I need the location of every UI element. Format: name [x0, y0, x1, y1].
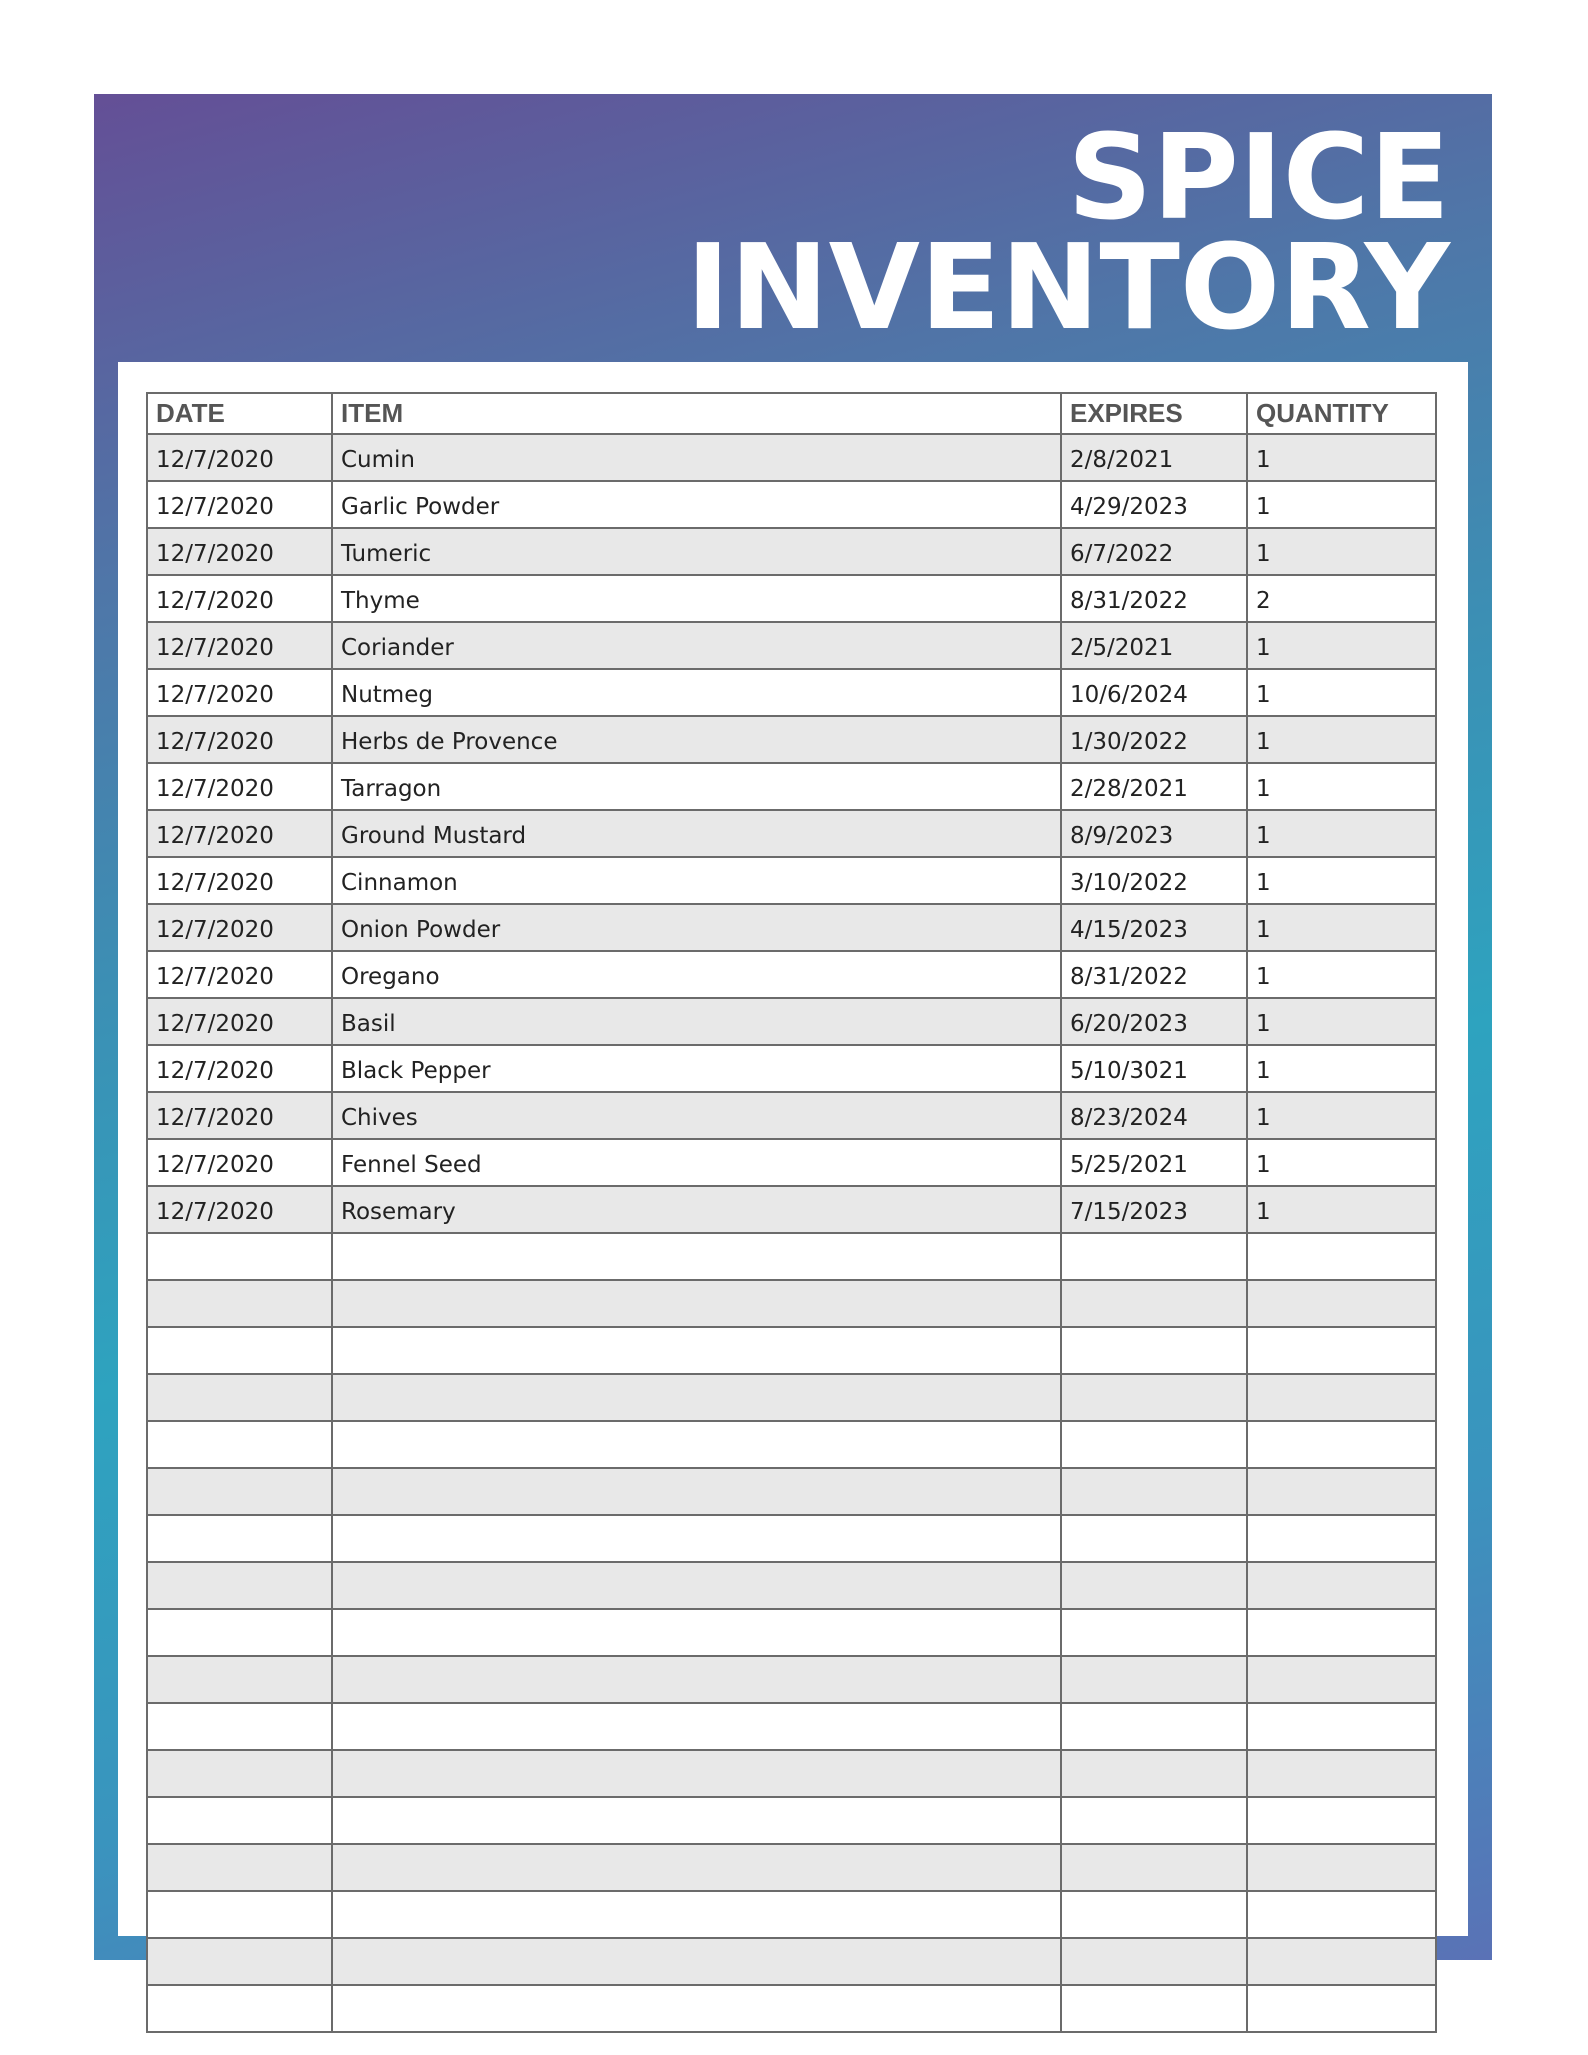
cell-item[interactable]: Black Pepper: [332, 1045, 1061, 1092]
cell-item[interactable]: Onion Powder: [332, 904, 1061, 951]
cell-date[interactable]: [147, 1703, 332, 1750]
cell-date[interactable]: [147, 1985, 332, 2032]
table-row: [147, 481, 1436, 528]
cell-item[interactable]: [332, 1374, 1061, 1421]
cell-expires[interactable]: 8/31/2022: [1061, 951, 1247, 998]
table-row: [147, 622, 1436, 669]
cell-date[interactable]: 12/7/2020: [147, 481, 332, 528]
cell-item[interactable]: [332, 1703, 1061, 1750]
cell-expires[interactable]: 10/6/2024: [1061, 669, 1247, 716]
cell-item[interactable]: Basil: [332, 998, 1061, 1045]
cell-date[interactable]: 12/7/2020: [147, 1186, 332, 1233]
cell-expires[interactable]: 1/30/2022: [1061, 716, 1247, 763]
cell-quantity[interactable]: 1: [1247, 810, 1436, 857]
cell-expires[interactable]: 3/10/2022: [1061, 857, 1247, 904]
cell-item[interactable]: [332, 1327, 1061, 1374]
cell-expires[interactable]: [1061, 1515, 1247, 1562]
table-row: [147, 1938, 1436, 1985]
cell-item[interactable]: [332, 1609, 1061, 1656]
table-row: [147, 1327, 1436, 1374]
cell-quantity[interactable]: [1247, 1374, 1436, 1421]
cell-item[interactable]: [332, 1468, 1061, 1515]
cell-quantity[interactable]: 1: [1247, 669, 1436, 716]
table-row: [147, 1092, 1436, 1139]
cell-expires[interactable]: 4/29/2023: [1061, 481, 1247, 528]
cell-expires[interactable]: [1061, 1797, 1247, 1844]
cell-date[interactable]: [147, 1233, 332, 1280]
cell-quantity[interactable]: 1: [1247, 998, 1436, 1045]
cell-expires[interactable]: 2/28/2021: [1061, 763, 1247, 810]
cell-quantity[interactable]: 1: [1247, 716, 1436, 763]
cell-item[interactable]: Rosemary: [332, 1186, 1061, 1233]
cell-item[interactable]: Tumeric: [332, 528, 1061, 575]
header-item: ITEM: [332, 393, 1061, 434]
table-row: [147, 1562, 1436, 1609]
cell-quantity[interactable]: [1247, 1750, 1436, 1797]
inventory-table: [146, 392, 1437, 2033]
cell-expires[interactable]: [1061, 1421, 1247, 1468]
title-line-2: INVENTORY: [685, 218, 1450, 356]
table-row: [147, 1750, 1436, 1797]
cell-quantity[interactable]: 1: [1247, 904, 1436, 951]
table-row: [147, 998, 1436, 1045]
cell-date[interactable]: 12/7/2020: [147, 528, 332, 575]
cell-quantity[interactable]: 1: [1247, 1139, 1436, 1186]
cell-date[interactable]: [147, 1891, 332, 1938]
header-row: [147, 393, 1436, 434]
table-row: [147, 951, 1436, 998]
cell-item[interactable]: [332, 1421, 1061, 1468]
table-row: [147, 763, 1436, 810]
cell-quantity[interactable]: [1247, 1468, 1436, 1515]
table-row: [147, 1656, 1436, 1703]
table-row: [147, 810, 1436, 857]
cell-date[interactable]: 12/7/2020: [147, 904, 332, 951]
cell-item[interactable]: Chives: [332, 1092, 1061, 1139]
table-row: [147, 1186, 1436, 1233]
cell-date[interactable]: 12/7/2020: [147, 1092, 332, 1139]
cell-quantity[interactable]: [1247, 1562, 1436, 1609]
table-row: [147, 857, 1436, 904]
cell-date[interactable]: 12/7/2020: [147, 1139, 332, 1186]
cell-quantity[interactable]: 1: [1247, 1186, 1436, 1233]
cell-quantity[interactable]: 1: [1247, 763, 1436, 810]
cell-item[interactable]: Herbs de Provence: [332, 716, 1061, 763]
cell-quantity[interactable]: [1247, 1891, 1436, 1938]
cell-date[interactable]: 12/7/2020: [147, 716, 332, 763]
cell-date[interactable]: [147, 1750, 332, 1797]
cell-item[interactable]: Thyme: [332, 575, 1061, 622]
cell-date[interactable]: 12/7/2020: [147, 669, 332, 716]
cell-expires[interactable]: [1061, 1562, 1247, 1609]
cell-quantity[interactable]: 1: [1247, 857, 1436, 904]
cell-expires[interactable]: [1061, 1938, 1247, 1985]
cell-item[interactable]: Garlic Powder: [332, 481, 1061, 528]
cell-item[interactable]: [332, 1280, 1061, 1327]
cell-item[interactable]: Cumin: [332, 434, 1061, 481]
cell-date[interactable]: [147, 1468, 332, 1515]
cell-item[interactable]: [332, 1891, 1061, 1938]
cell-expires[interactable]: [1061, 1233, 1247, 1280]
cell-expires[interactable]: [1061, 1750, 1247, 1797]
cell-item[interactable]: [332, 1844, 1061, 1891]
cell-item[interactable]: Coriander: [332, 622, 1061, 669]
cell-quantity[interactable]: 1: [1247, 481, 1436, 528]
header-date: DATE: [147, 393, 332, 434]
cell-expires[interactable]: [1061, 1703, 1247, 1750]
cell-quantity[interactable]: [1247, 1938, 1436, 1985]
table-row: [147, 1609, 1436, 1656]
cell-quantity[interactable]: 1: [1247, 1092, 1436, 1139]
cell-quantity[interactable]: [1247, 1421, 1436, 1468]
cell-quantity[interactable]: [1247, 1703, 1436, 1750]
table-row: [147, 1139, 1436, 1186]
table-row: [147, 669, 1436, 716]
cell-date[interactable]: [147, 1374, 332, 1421]
cell-expires[interactable]: [1061, 1327, 1247, 1374]
cell-expires[interactable]: 6/7/2022: [1061, 528, 1247, 575]
cell-date[interactable]: 12/7/2020: [147, 810, 332, 857]
cell-expires[interactable]: [1061, 1374, 1247, 1421]
cell-date[interactable]: [147, 1609, 332, 1656]
cell-expires[interactable]: [1061, 1468, 1247, 1515]
cell-item[interactable]: [332, 1750, 1061, 1797]
cell-date[interactable]: [147, 1327, 332, 1374]
table-row: [147, 1045, 1436, 1092]
cell-item[interactable]: Fennel Seed: [332, 1139, 1061, 1186]
cell-expires[interactable]: 8/31/2022: [1061, 575, 1247, 622]
cell-expires[interactable]: [1061, 1891, 1247, 1938]
table-row: [147, 1703, 1436, 1750]
table-row: [147, 1468, 1436, 1515]
cell-date[interactable]: [147, 1280, 332, 1327]
cell-item[interactable]: Oregano: [332, 951, 1061, 998]
cell-expires[interactable]: 5/25/2021: [1061, 1139, 1247, 1186]
cell-date[interactable]: [147, 1938, 332, 1985]
cell-item[interactable]: Nutmeg: [332, 669, 1061, 716]
table-row: [147, 1891, 1436, 1938]
cell-quantity[interactable]: 1: [1247, 434, 1436, 481]
cell-quantity[interactable]: 1: [1247, 951, 1436, 998]
cell-expires[interactable]: 4/15/2023: [1061, 904, 1247, 951]
table-row: [147, 1985, 1436, 2032]
cell-quantity[interactable]: 1: [1247, 528, 1436, 575]
cell-quantity[interactable]: [1247, 1280, 1436, 1327]
table-row: [147, 1233, 1436, 1280]
cell-item[interactable]: Ground Mustard: [332, 810, 1061, 857]
cell-date[interactable]: 12/7/2020: [147, 763, 332, 810]
cell-item[interactable]: [332, 1797, 1061, 1844]
cell-date[interactable]: 12/7/2020: [147, 622, 332, 669]
cell-date[interactable]: 12/7/2020: [147, 998, 332, 1045]
cell-quantity[interactable]: [1247, 1327, 1436, 1374]
cell-item[interactable]: [332, 1938, 1061, 1985]
cell-expires[interactable]: [1061, 1280, 1247, 1327]
cell-date[interactable]: [147, 1562, 332, 1609]
table-row: [147, 575, 1436, 622]
cell-expires[interactable]: 2/8/2021: [1061, 434, 1247, 481]
cell-expires[interactable]: [1061, 1656, 1247, 1703]
cell-expires[interactable]: 5/10/3021: [1061, 1045, 1247, 1092]
table-row: [147, 1280, 1436, 1327]
cell-expires[interactable]: [1061, 1985, 1247, 2032]
cell-expires[interactable]: 7/15/2023: [1061, 1186, 1247, 1233]
cell-date[interactable]: 12/7/2020: [147, 1045, 332, 1092]
cell-item[interactable]: Cinnamon: [332, 857, 1061, 904]
table-row: [147, 528, 1436, 575]
table-row: [147, 1797, 1436, 1844]
title-line-1: SPICE: [1067, 108, 1450, 246]
cell-item[interactable]: [332, 1985, 1061, 2032]
cell-date[interactable]: 12/7/2020: [147, 434, 332, 481]
cell-date[interactable]: 12/7/2020: [147, 857, 332, 904]
header-quantity: QUANTITY: [1247, 393, 1436, 434]
cell-item[interactable]: [332, 1233, 1061, 1280]
cell-date[interactable]: [147, 1797, 332, 1844]
cell-quantity[interactable]: 1: [1247, 622, 1436, 669]
header-expires: EXPIRES: [1061, 393, 1247, 434]
cell-expires[interactable]: 6/20/2023: [1061, 998, 1247, 1045]
cell-expires[interactable]: 2/5/2021: [1061, 622, 1247, 669]
table-row: [147, 716, 1436, 763]
table-body: [147, 434, 1436, 2032]
table-row: [147, 1844, 1436, 1891]
table-row: [147, 1421, 1436, 1468]
cell-expires[interactable]: [1061, 1844, 1247, 1891]
cell-date[interactable]: [147, 1515, 332, 1562]
cell-expires[interactable]: 8/23/2024: [1061, 1092, 1247, 1139]
cell-quantity[interactable]: [1247, 1609, 1436, 1656]
table-row: [147, 434, 1436, 481]
cell-item[interactable]: Tarragon: [332, 763, 1061, 810]
page-title: [685, 108, 1450, 356]
cell-quantity[interactable]: [1247, 1985, 1436, 2032]
cell-item[interactable]: [332, 1656, 1061, 1703]
cell-quantity[interactable]: [1247, 1233, 1436, 1280]
cell-quantity[interactable]: [1247, 1797, 1436, 1844]
table-row: [147, 1374, 1436, 1421]
gradient-frame: [94, 94, 1492, 1960]
cell-expires[interactable]: 8/9/2023: [1061, 810, 1247, 857]
cell-date[interactable]: [147, 1656, 332, 1703]
cell-date[interactable]: [147, 1421, 332, 1468]
cell-expires[interactable]: [1061, 1609, 1247, 1656]
cell-quantity[interactable]: 1: [1247, 1045, 1436, 1092]
cell-item[interactable]: [332, 1515, 1061, 1562]
cell-quantity[interactable]: 2: [1247, 575, 1436, 622]
table-row: [147, 904, 1436, 951]
cell-item[interactable]: [332, 1562, 1061, 1609]
cell-date[interactable]: [147, 1844, 332, 1891]
cell-quantity[interactable]: [1247, 1515, 1436, 1562]
cell-quantity[interactable]: [1247, 1656, 1436, 1703]
table-row: [147, 1515, 1436, 1562]
table-panel: [118, 362, 1468, 1936]
cell-date[interactable]: 12/7/2020: [147, 575, 332, 622]
cell-date[interactable]: 12/7/2020: [147, 951, 332, 998]
cell-quantity[interactable]: [1247, 1844, 1436, 1891]
